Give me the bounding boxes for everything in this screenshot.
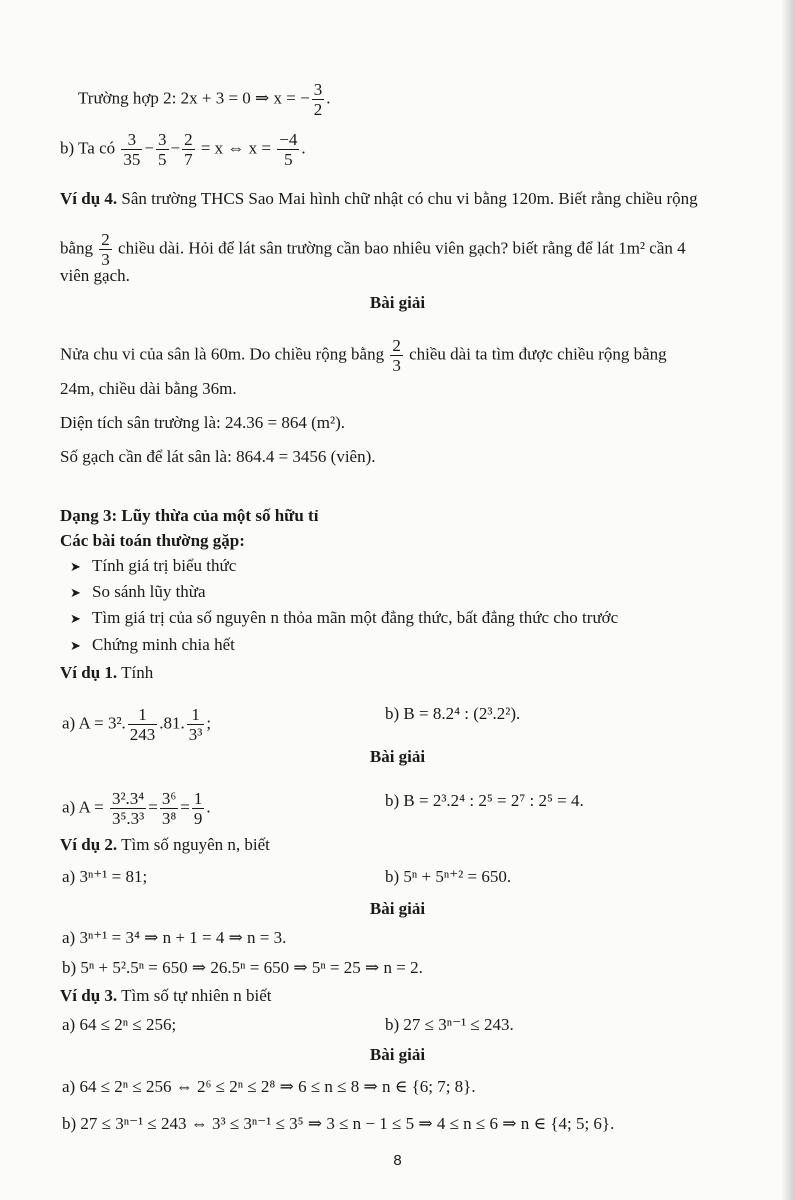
ex4-sol-text: Nửa chu vi của sân là 60m. Do chiều rộng bằng bbox=[60, 344, 385, 364]
ex4-solution-heading: Bài giải bbox=[369, 293, 426, 312]
ex2-title: Ví dụ 2. bbox=[60, 835, 118, 854]
fraction bbox=[182, 130, 195, 169]
bullet-item bbox=[70, 607, 618, 631]
ex3-sol-a: a) 64 ≤ 2ⁿ ≤ 256 ⇔ 2⁶ ≤ 2ⁿ ≤ 2⁸ ⇒ 6 ≤ n ≤ 8 ⇒ n ∈ {6; 7; 8}. bbox=[62, 1077, 476, 1096]
right-arrowhead-icon: ➤ bbox=[70, 560, 81, 575]
fraction-den: 9 bbox=[193, 809, 203, 828]
ex4-sol-line2: 24m, chiều dài bằng 36m. bbox=[60, 379, 237, 398]
page-edge-shadow bbox=[781, 0, 795, 1200]
fraction-den: 5 bbox=[158, 150, 167, 169]
ex4-line1 bbox=[60, 188, 698, 210]
ex1-a bbox=[62, 705, 211, 744]
fraction-num: 2 bbox=[392, 336, 401, 355]
ex1-sol-b: b) B = 2³.2⁴ : 2⁵ = 2⁷ : 2⁵ = 4. bbox=[385, 791, 584, 810]
ex4-text: Sân trường THCS Sao Mai hình chữ nhật có chu vi bằng 120m. Biết rằng chiều rộng bbox=[121, 189, 698, 208]
fraction bbox=[187, 705, 205, 744]
ex2-sol-a: a) 3ⁿ⁺¹ = 3⁴ ⇒ n + 1 = 4 ⇒ n = 3. bbox=[62, 928, 287, 947]
fraction-den: 35 bbox=[123, 150, 141, 169]
fraction bbox=[160, 789, 178, 828]
fraction bbox=[312, 80, 325, 119]
fraction-num: 1 bbox=[193, 789, 203, 808]
page-number: 8 bbox=[393, 1152, 402, 1169]
fraction-den: 2 bbox=[313, 100, 323, 119]
section-title: Dạng 3: Lũy thừa của một số hữu tỉ bbox=[60, 506, 319, 525]
math-text: .81. bbox=[159, 713, 185, 733]
ex4-text: bằng bbox=[60, 238, 94, 258]
ex2-solution-heading: Bài giải bbox=[369, 899, 426, 918]
math-text: = bbox=[148, 797, 158, 817]
fraction-den: 3⁵.3³ bbox=[111, 809, 145, 828]
fraction-num: 3 bbox=[121, 130, 142, 150]
fraction-den: 3³ bbox=[188, 725, 203, 744]
case2-expr: 2x + 3 = 0 ⇒ x = − bbox=[180, 88, 310, 108]
math-text: . bbox=[206, 797, 211, 817]
ex3-a: a) 64 ≤ 2ⁿ ≤ 256; bbox=[62, 1015, 177, 1034]
fraction-den: 3 bbox=[392, 356, 401, 375]
fraction-den: 3⁸ bbox=[161, 809, 177, 828]
ex2-sol-b: b) 5ⁿ + 5².5ⁿ = 650 ⇒ 26.5ⁿ = 650 ⇒ 5ⁿ = 25 ⇒ n = 2. bbox=[62, 958, 423, 977]
section-subtitle: Các bài toán thường gặp: bbox=[60, 531, 245, 550]
bullet-item bbox=[70, 581, 206, 605]
ex2-text: Tìm số nguyên n, biết bbox=[121, 835, 270, 854]
fraction-num: 1 bbox=[187, 705, 205, 725]
fraction-num: 3 bbox=[313, 80, 323, 99]
ex1-title: Ví dụ 1. bbox=[60, 663, 118, 682]
bullet-item bbox=[70, 634, 235, 658]
ex1-b: b) B = 8.2⁴ : (2³.2²). bbox=[385, 704, 521, 723]
fraction bbox=[156, 130, 169, 169]
ex3-heading bbox=[60, 985, 272, 1007]
math-text: a) A = 3². bbox=[62, 713, 126, 733]
ex2-heading bbox=[60, 834, 270, 856]
ex1-sol-a bbox=[62, 789, 211, 828]
case2-label: Trường hợp 2: bbox=[78, 88, 177, 108]
ex1-heading bbox=[60, 662, 153, 684]
ex3-text: Tìm số tự nhiên n biết bbox=[121, 986, 272, 1005]
ex3-title: Ví dụ 3. bbox=[60, 986, 118, 1005]
math-text: ; bbox=[206, 713, 212, 733]
b-taco-line: b) Ta có $\frac{3}{35}$ − $\frac{3}{5}$ − $\frac{2}{7}$ = x ⇔ x = $\frac{-4}{5}$ . bbox=[60, 130, 306, 169]
ex4-sol-line4: Số gạch cần để lát sân là: 864.4 = 3456 (viên). bbox=[60, 447, 376, 466]
bullet-text: Tìm giá trị của số nguyên n thỏa mãn một đẳng thức, bất đẳng thức cho trước bbox=[92, 608, 619, 627]
bullet-text: Tính giá trị biểu thức bbox=[92, 556, 237, 575]
math-text: a) A = bbox=[62, 797, 104, 817]
ex4-text: chiều dài. Hỏi để lát sân trường cần bao nhiêu viên gạch? biết rằng để lát 1m² cần 4 bbox=[118, 238, 686, 258]
fraction bbox=[99, 230, 112, 269]
ex4-title: Ví dụ 4. bbox=[60, 189, 118, 208]
ex4-sol-line3: Diện tích sân trường là: 24.36 = 864 (m²). bbox=[60, 413, 346, 432]
ex4-line2 bbox=[60, 230, 686, 269]
fraction bbox=[390, 336, 403, 375]
bullet-item bbox=[70, 555, 236, 579]
ex2-b: b) 5ⁿ + 5ⁿ⁺² = 650. bbox=[385, 867, 512, 886]
ex3-b: b) 27 ≤ 3ⁿ⁻¹ ≤ 243. bbox=[385, 1015, 514, 1034]
fraction bbox=[277, 130, 299, 169]
b-label: b) Ta có bbox=[60, 138, 116, 158]
fraction-den: 7 bbox=[184, 150, 193, 169]
bullet-text: So sánh lũy thừa bbox=[92, 582, 206, 601]
fraction bbox=[192, 789, 205, 828]
fraction bbox=[110, 789, 146, 828]
ex4-sol-line1 bbox=[60, 336, 667, 375]
fraction-num: 3 bbox=[158, 130, 167, 149]
ex4-line3: viên gạch. bbox=[60, 266, 130, 285]
fraction-num: 2 bbox=[184, 130, 193, 149]
ex3-sol-b: b) 27 ≤ 3ⁿ⁻¹ ≤ 243 ⇔ 3³ ≤ 3ⁿ⁻¹ ≤ 3⁵ ⇒ 3 ≤ n − 1 ≤ 5 ⇒ 4 ≤ n ≤ 6 ⇒ n ∈ {4; 5; 6}. bbox=[62, 1114, 615, 1133]
case2-line: Trường hợp 2: 2x + 3 = 0 ⇒ x = − $\frac{3}{2}$ . bbox=[78, 80, 331, 119]
fraction-num: 1 bbox=[128, 705, 158, 725]
fraction-den: 3 bbox=[101, 250, 110, 269]
fraction-num: 2 bbox=[101, 230, 110, 249]
ex1-text: Tính bbox=[121, 663, 154, 682]
ex2-a: a) 3ⁿ⁺¹ = 81; bbox=[62, 867, 148, 886]
ex1-solution-heading: Bài giải bbox=[369, 747, 426, 766]
ex4-sol-text: chiều dài ta tìm được chiều rộng bằng bbox=[409, 344, 667, 364]
fraction-num: −4 bbox=[279, 130, 298, 149]
right-arrowhead-icon: ➤ bbox=[70, 586, 81, 601]
right-arrowhead-icon: ➤ bbox=[70, 639, 81, 654]
math-text: = bbox=[180, 797, 190, 817]
right-arrowhead-icon: ➤ bbox=[70, 612, 81, 627]
b-mid: = x ⇔ x = bbox=[200, 138, 272, 158]
fraction bbox=[121, 130, 142, 169]
fraction bbox=[128, 705, 158, 744]
fraction-den: 243 bbox=[129, 725, 156, 744]
fraction-num: 3².3⁴ bbox=[111, 789, 145, 808]
ex3-solution-heading: Bài giải bbox=[369, 1045, 426, 1064]
fraction-num: 3⁶ bbox=[161, 789, 177, 808]
bullet-text: Chứng minh chia hết bbox=[92, 635, 235, 654]
fraction-den: 5 bbox=[284, 150, 293, 169]
